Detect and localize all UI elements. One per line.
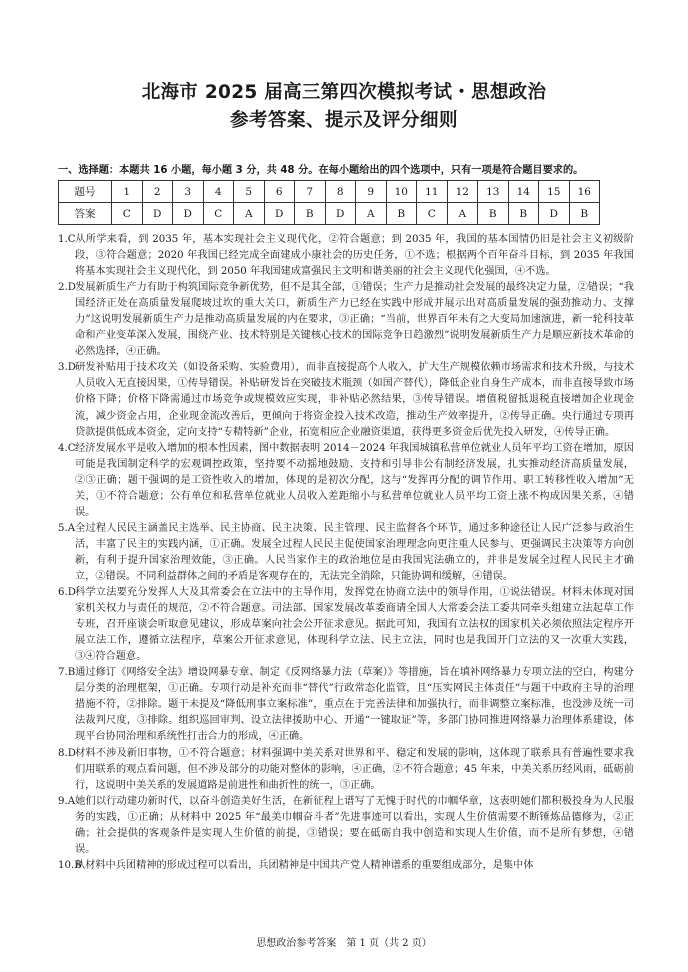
- question-number-cell: 9: [356, 181, 387, 203]
- explanation-item: [58, 280, 634, 360]
- explanation-item: [58, 746, 634, 794]
- question-number-cell: 1: [112, 181, 143, 203]
- item-text: 她们以行动建功新时代，以奋斗创造美好生活，在新征程上谱写了无愧于时代的巾帼华章，这表明她们都积极投身为人民服务的实践，①正确；从材料中 2025 年“最美巾帼奋斗者”先进事迹可以看出，实现人生价值需要不断锤炼品德修为，②正确；社会提供的客观条件是实现人生价值的前提，③错误；要在砥砺自我中创造和实现人生价值，而不是所有梦想，④错误。: [75, 795, 634, 855]
- page-title: 北海市 2025 届高三第四次模拟考试・思想政治: [141, 82, 547, 103]
- answer-cell: D: [142, 203, 173, 225]
- item-text: 经济发展水平是收入增加的根本性因素，图中数据表明 2014－2024 年我国城镇私营单位就业人员年平均工资在增加，原因可能是我国制定科学的宏观调控政策，坚持要不动摇地鼓励、支持和引导非公有制经济发展，扎实推动经济高质量发展，②③正确；题干强调的是工资性收入的增加，体现的是初次分配，这与“发挥再分配的调节作用、职工转移性收入增加”无关，①不符合题意；公有单位和私营单位就业人员收入差距缩小与私营单位就业人员平均工资上涨不构成因果关系，④错误。: [75, 442, 634, 518]
- explanation-item: [58, 521, 634, 585]
- section-instruction: 一、选择题：本题共 16 小题，每小题 3 分，共 48 分。在每小题给出的四个选项中，只有一项是符合题目要求的。: [58, 165, 584, 176]
- item-number: 9.A: [58, 795, 76, 807]
- answer-cell: B: [569, 203, 600, 225]
- answer-cell: C: [417, 203, 448, 225]
- item-number: 7.B: [58, 667, 76, 679]
- item-text: 全过程人民民主涵盖民主选举、民主协商、民主决策、民主管理、民主监督各个环节，通过多种途径让人民广泛参与政治生活，丰富了民主的实践内涵，①正确。发展全过程人民民主促使国家治理理念向更注重人民参与、更强调民主决策等方向创新，有利于提升国家治理效能，③正确。人民当家作主的政治地位是由我国宪法确立的，并非是发展全过程人民民主才确立，②错误。不同利益群体之间的矛盾是客观存在的，无法完全消除，只能协调和缓解，④错误。: [75, 522, 634, 582]
- answer-cell: B: [508, 203, 539, 225]
- item-text: 通过修订《网络安全法》增设网暴专章、制定《反网络暴力法（草案）》等措施，旨在填补网络暴力专项立法的空白，构建分层分类的治理框架，①正确。专项行动是补充而非“替代”行政常态化监管，且“压实网民主体责任”与题干中政府主导的治理措施不符，②排除。题干未提及“降低刑事立案标准”，重点在于完善法律和加强执行，而非调整立案标准，也没涉及统一司法裁判尺度，③排除。组织巡回审判、设立法律援助中心、开通“一键取证”等，多部门协同推进网络暴力治理体系建设，体现平台协同治理和系统性打击合力的形成，④正确。: [75, 667, 634, 743]
- item-number: 6.D: [58, 587, 76, 599]
- answer-cell: C: [203, 203, 234, 225]
- answer-cell: D: [264, 203, 295, 225]
- item-number: 2.D: [58, 282, 76, 294]
- answer-cell: A: [356, 203, 387, 225]
- explanations-list: [58, 232, 634, 874]
- explanation-item: [58, 360, 634, 440]
- item-number: 10.B: [58, 859, 82, 871]
- answer-cell: D: [539, 203, 570, 225]
- question-number-cell: 10: [386, 181, 417, 203]
- item-text: 发展新质生产力有助于构筑国际竞争新优势，但不是其全部，①错误；生产力是推动社会发展的最终决定力量，②错误；“我国经济正处在高质量发展爬坡过坎的重大关口，新质生产力已经在实践中形成并展示出对高质量发展的强劲推动力、支撑力”这说明发展新质生产力是推动高质量发展的内在要求，③正确；“当前，世界百年未有之大变局加速演进，新一轮科技革命和产业变革深入发展，围绕产业、技术特别是关键核心技术的国际竞争日趋激烈”说明发展新质生产力是顺应新技术革命的必然选择，④正确。: [75, 282, 634, 358]
- question-number-cell: 12: [447, 181, 478, 203]
- explanation-item: [58, 585, 634, 665]
- explanation-item: [58, 858, 634, 874]
- item-number: 3.D: [58, 362, 76, 374]
- page-footer: 思想政治参考答案 第 1 页（共 2 页）: [256, 938, 432, 949]
- item-text: 从所学来看，到 2035 年，基本实现社会主义现代化，②符合题意；到 2035 年，我国的基本国情仍旧是社会主义初级阶段，③符合题意；2020 年我国已经完成全面建成小康社会的历史任务，①不选；根据两个百年奋斗目标，到 2035 年我国将基本实现社会主义现代化，到 2050 年我国建成富强民主文明和谐美丽的社会主义现代化强国，④不选。: [75, 234, 634, 278]
- answer-cell: C: [112, 203, 143, 225]
- answer-row-label: 答案: [59, 203, 112, 225]
- answer-cell: D: [325, 203, 356, 225]
- number-row-label: 题号: [59, 181, 112, 203]
- explanation-item: [58, 794, 634, 858]
- item-number: 5.A: [58, 522, 76, 534]
- question-number-cell: 7: [295, 181, 326, 203]
- question-number-cell: 8: [325, 181, 356, 203]
- answer-table-answer-row: [59, 203, 600, 225]
- question-number-cell: 5: [234, 181, 265, 203]
- answer-cell: A: [447, 203, 478, 225]
- item-number: 1.C: [58, 234, 76, 245]
- explanation-item: [58, 665, 634, 745]
- answer-cell: B: [386, 203, 417, 225]
- question-number-cell: 14: [508, 181, 539, 203]
- question-number-cell: 2: [142, 181, 173, 203]
- item-text: 科学立法要充分发挥人大及其常委会在立法中的主导作用，发挥党在协商立法中的领导作用，①说法错误。材料未体现对国家机关权力与责任的规范，②不符合题意。司法部、国家发展改革委商请全国人大常委会法工委共同牵头组建立法起草工作专班，召开座谈会听取意见建议，形成草案向社会公开征求意见。据此可知，我国有立法权的国家机关必须依照法定程序开展立法工作，遵循立法程序，草案公开征求意见，体现科学立法、民主立法，同时也是我国开门立法的又一次重大实践，③④符合题意。: [75, 587, 634, 663]
- question-number-cell: 16: [569, 181, 600, 203]
- question-number-cell: 6: [264, 181, 295, 203]
- answer-cell: D: [173, 203, 204, 225]
- question-number-cell: 3: [173, 181, 204, 203]
- page-subtitle: 参考答案、提示及评分细则: [229, 110, 458, 131]
- item-number: 4.C: [58, 442, 76, 454]
- item-text: 从材料中兵团精神的形成过程可以看出，兵团精神是中国共产党人精神谱系的重要组成部分，是集中体: [75, 859, 534, 871]
- question-number-cell: 15: [539, 181, 570, 203]
- explanation-item: [58, 232, 634, 280]
- answer-cell: A: [234, 203, 265, 225]
- answer-table-number-row: [59, 181, 600, 203]
- answer-cell: B: [295, 203, 326, 225]
- question-number-cell: 13: [478, 181, 509, 203]
- question-number-cell: 4: [203, 181, 234, 203]
- question-number-cell: 11: [417, 181, 448, 203]
- item-text: 材料不涉及新旧事物，①不符合题意；材料强调中美关系对世界和平、稳定和发展的影响，这体现了联系具有普遍性要求我们用联系的观点看问题，但不涉及部分的功能对整体的影响，④正确，②不符合题意；45 年来，中美关系历经风雨，砥砺前行，这说明中美关系的发展道路是前进性和曲折性的统一，③正确。: [75, 747, 634, 791]
- answer-cell: B: [478, 203, 509, 225]
- item-number: 8.D: [58, 747, 76, 759]
- explanation-item: [58, 441, 634, 521]
- item-text: 研发补贴用于技术攻关（如设备采购、实验费用），而非直接提高个人收入，扩大生产规模依赖市场需求和技术升级，与技术人员收入无直接因果，①传导错误。补贴研发旨在突破技术瓶颈（如国产替代），降低企业自身生产成本，而非直接导致市场价格下降；价格下降需通过市场竞争或规模效应实现，非补贴必然结果，③传导错误。增值税留抵退税直接增加企业现金流，减少资金占用，企业现金流改善后，更倾向于将资金投入技术改造，推动生产效率提升，②传导正确。央行通过专项再贷款提供低成本资金，定向支持“专精特新”企业，拓宽相应企业融资渠道，获得更多资金后优先投入研发，④传导正确。: [75, 362, 634, 438]
- answer-table: [58, 180, 600, 225]
